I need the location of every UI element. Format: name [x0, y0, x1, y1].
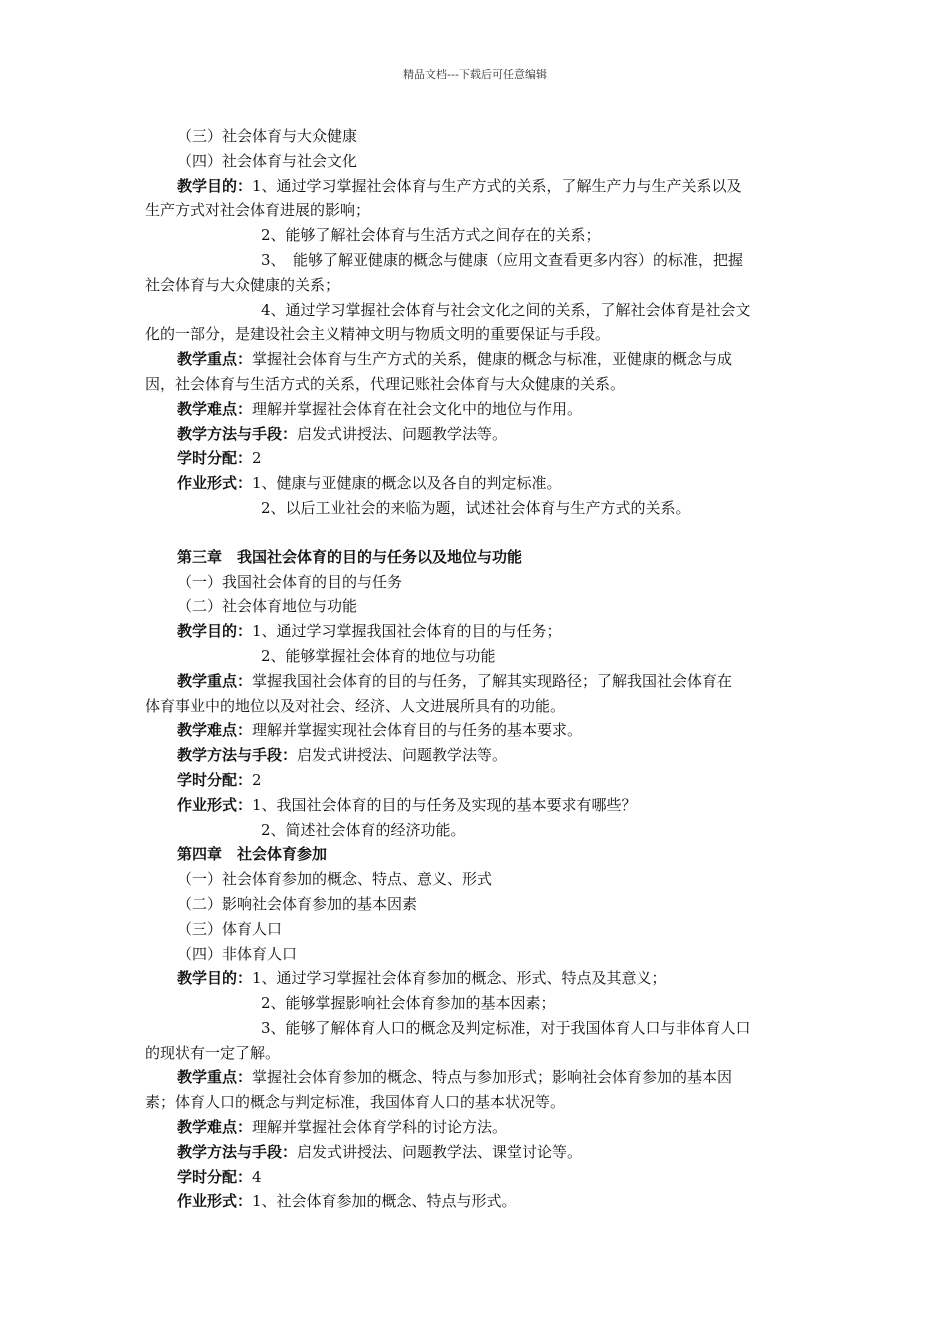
outline-item: （四）非体育人口	[177, 944, 298, 963]
teaching-goal-item: 2、能够了解社会体育与生活方式之间存在的关系；	[261, 226, 601, 245]
chapter-title: 第四章 社会体育参加	[177, 845, 328, 864]
class-hours	[145, 446, 807, 471]
teaching-goal	[145, 619, 807, 644]
label: 教学难点：	[177, 399, 253, 418]
text: 1、健康与亚健康的概念以及各自的判定标准。	[252, 474, 562, 493]
text: 启发式讲授法、问题教学法等。	[297, 746, 508, 765]
teaching-goal-item: 2、能够掌握社会体育的地位与功能	[261, 646, 496, 665]
teaching-goal-item: 3、 能够了解亚健康的概念与健康（应用文查看更多内容）的标准，把握	[261, 250, 744, 269]
label: 作业形式：	[177, 1192, 253, 1211]
outline-item: （一）我国社会体育的目的与任务	[177, 572, 403, 591]
class-hours	[145, 768, 807, 793]
homework	[145, 471, 807, 496]
label: 教学目的：	[177, 969, 253, 988]
label: 教学目的：	[177, 622, 253, 641]
teaching-key-points	[145, 1065, 807, 1090]
label: 教学目的：	[177, 176, 253, 195]
text: 1、我国社会体育的目的与任务及实现的基本要求有哪些？	[252, 795, 637, 814]
teaching-methods	[145, 422, 807, 447]
teaching-goal	[145, 966, 807, 991]
text: 2	[252, 770, 262, 789]
text: 理解并掌握社会体育在社会文化中的地位与作用。	[252, 399, 583, 418]
teaching-key-points	[145, 347, 807, 372]
text: 4	[252, 1167, 262, 1186]
teaching-goal-item: 3、能够了解体育人口的概念及判定标准，对于我国体育人口与非体育人口	[261, 1018, 751, 1037]
label: 学时分配：	[177, 1167, 253, 1186]
teaching-goal	[145, 174, 807, 199]
spacer	[145, 521, 807, 545]
text: 理解并掌握实现社会体育目的与任务的基本要求。	[252, 721, 583, 740]
text: 1、通过学习掌握我国社会体育的目的与任务；	[252, 622, 562, 641]
continuation: 的现状有一定了解。	[145, 1043, 281, 1062]
label: 教学难点：	[177, 1118, 253, 1137]
continuation: 化的一部分，是建设社会主义精神文明与物质文明的重要保证与手段。	[145, 325, 611, 344]
teaching-difficulties	[145, 397, 807, 422]
homework-item: 2、简述社会体育的经济功能。	[261, 820, 466, 839]
text: 1、通过学习掌握社会体育参加的概念、形式、特点及其意义；	[252, 969, 667, 988]
page-header: 精品文档---下载后可任意编辑	[403, 68, 547, 81]
class-hours	[145, 1165, 807, 1190]
continuation: 生产方式对社会体育进展的影响；	[145, 201, 371, 220]
continuation: 社会体育与大众健康的关系；	[145, 275, 341, 294]
label: 教学难点：	[177, 721, 253, 740]
document-body	[145, 124, 807, 1214]
label: 学时分配：	[177, 449, 253, 468]
label: 教学方法与手段：	[177, 746, 298, 765]
chapter-title: 第三章 我国社会体育的目的与任务以及地位与功能	[177, 547, 523, 566]
text: 掌握我国社会体育的目的与任务，了解其实现路径；了解我国社会体育在	[252, 671, 733, 690]
homework	[145, 793, 807, 818]
teaching-key-points	[145, 669, 807, 694]
outline-item: （三）体育人口	[177, 919, 283, 938]
teaching-goal-item: 2、能够掌握影响社会体育参加的基本因素；	[261, 994, 556, 1013]
teaching-difficulties	[145, 1115, 807, 1140]
teaching-goal-item: 4、通过学习掌握社会体育与社会文化之间的关系，了解社会体育是社会文	[261, 300, 751, 319]
text: 1、通过学习掌握社会体育与生产方式的关系，了解生产力与生产关系以及	[252, 176, 742, 195]
outline-item: （四）社会体育与社会文化	[177, 151, 358, 170]
outline-item: （三）社会体育与大众健康	[177, 127, 358, 145]
label: 作业形式：	[177, 474, 253, 493]
label: 作业形式：	[177, 795, 253, 814]
text: 理解并掌握社会体育学科的讨论方法。	[252, 1118, 508, 1137]
teaching-difficulties	[145, 718, 807, 743]
text: 2	[252, 449, 262, 468]
outline-item: （二）社会体育地位与功能	[177, 597, 358, 616]
label: 教学方法与手段：	[177, 424, 298, 443]
teaching-methods	[145, 743, 807, 768]
text: 启发式讲授法、问题教学法、课堂讨论等。	[297, 1142, 583, 1161]
text: 掌握社会体育与生产方式的关系，健康的概念与标准，亚健康的概念与成	[252, 350, 733, 369]
text: 掌握社会体育参加的概念、特点与参加形式；影响社会体育参加的基本因	[252, 1068, 733, 1087]
label: 教学方法与手段：	[177, 1142, 298, 1161]
homework-item: 2、以后工业社会的来临为题，试述社会体育与生产方式的关系。	[261, 498, 691, 517]
continuation: 体育事业中的地位以及对社会、经济、人文进展所具有的功能。	[145, 696, 566, 715]
label: 教学重点：	[177, 671, 253, 690]
label: 教学重点：	[177, 1068, 253, 1087]
homework	[145, 1189, 807, 1214]
text: 1、社会体育参加的概念、特点与形式。	[252, 1192, 517, 1211]
outline-item: （一）社会体育参加的概念、特点、意义、形式	[177, 870, 493, 889]
continuation: 素；体育人口的概念与判定标准，我国体育人口的基本状况等。	[145, 1093, 566, 1112]
text: 启发式讲授法、问题教学法等。	[297, 424, 508, 443]
label: 教学重点：	[177, 350, 253, 369]
continuation: 因，社会体育与生活方式的关系，代理记账社会体育与大众健康的关系。	[145, 374, 626, 393]
teaching-methods	[145, 1140, 807, 1165]
label: 学时分配：	[177, 770, 253, 789]
outline-item: （二）影响社会体育参加的基本因素	[177, 894, 418, 913]
